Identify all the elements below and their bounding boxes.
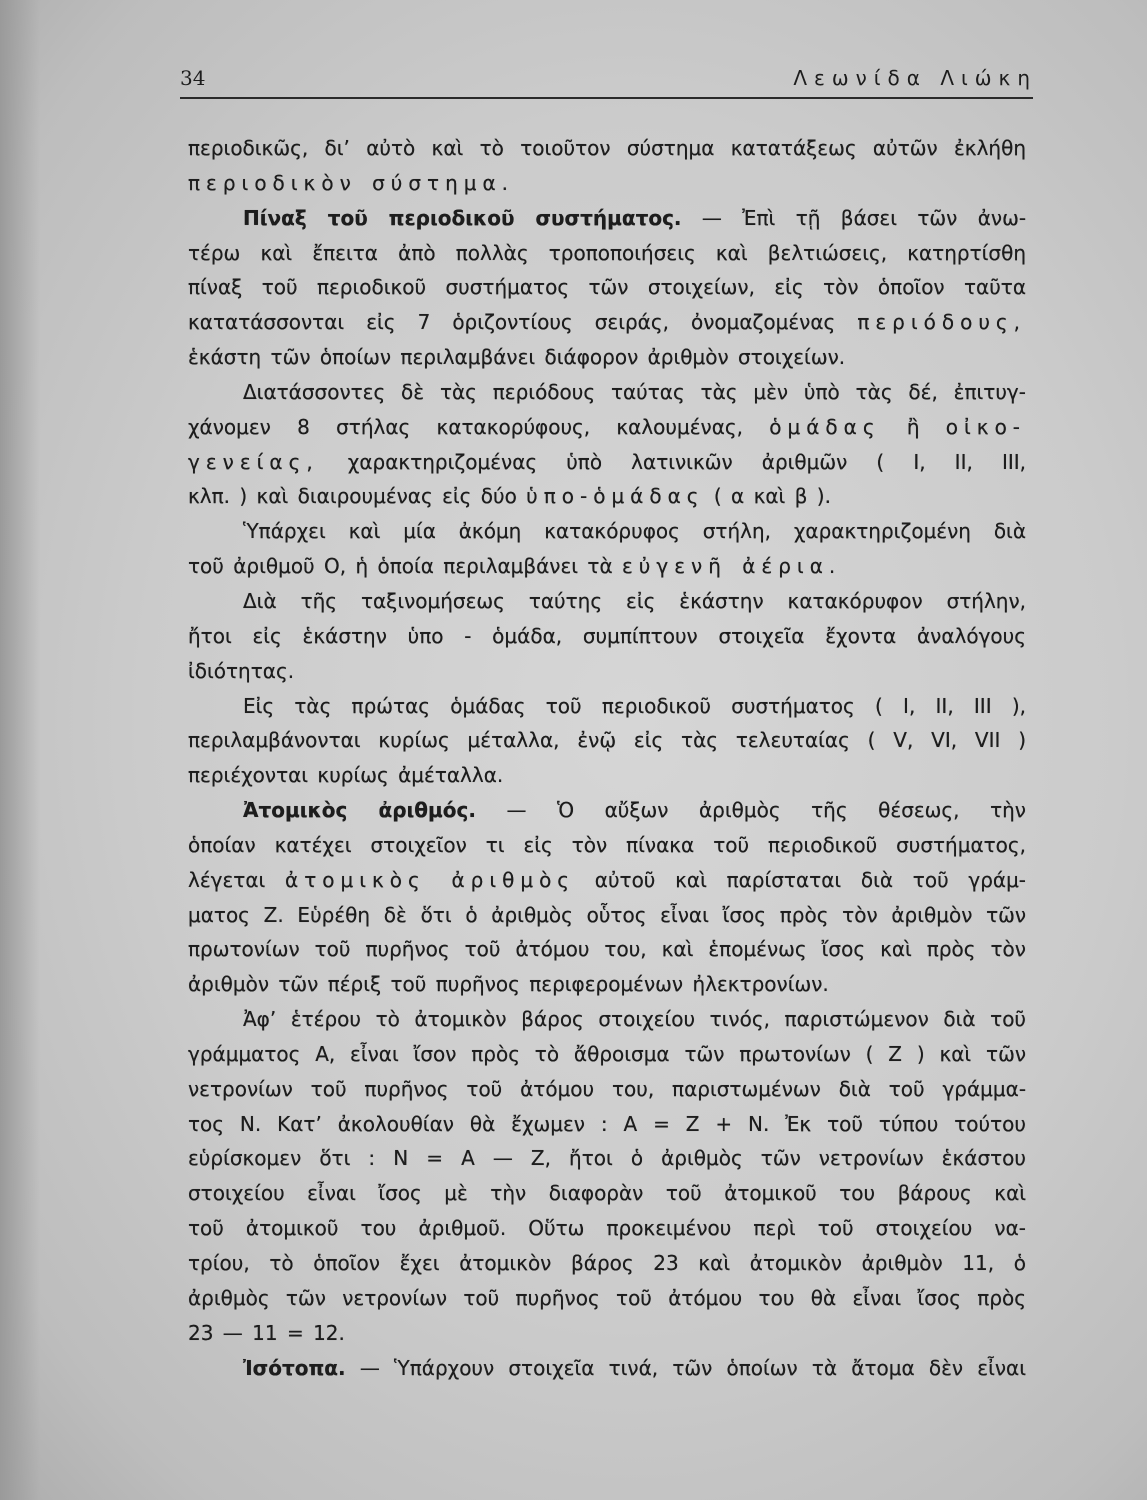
spaced-term: περιοδικὸν σύστημα. (188, 170, 515, 195)
text-line: τρίου, τὸ ὁποῖον ἔχει ἀτομικὸν βάρος 23 καὶ ἀτομικὸν ἀριθμὸν 11, ὁ (188, 1251, 1026, 1275)
section-heading: Ἰσότοπα. (243, 1355, 346, 1380)
text-line: ὁποίαν κατέχει στοιχεῖον τι εἰς τὸν πίνακα τοῦ περιοδικοῦ συστήματος, (188, 832, 1027, 857)
spaced-term: περιόδους, (857, 310, 1027, 335)
text-line: περιοδικῶς, δι’ αὐτὸ καὶ τὸ τοιοῦτον σύστημα κατατάξεως αὐτῶν ἐκλήθη (188, 136, 1027, 160)
text-line: Εἰς τὰς πρώτας ὁμάδας τοῦ περιοδικοῦ συστήματος ( I, II, III ), (243, 693, 1026, 718)
text-line (188, 863, 1026, 898)
text-run: — Ὁ αὔξων ἀριθμὸς τῆς θέσεως, τὴν (475, 798, 1026, 823)
text-run: χαρακτηριζομένας ὑπὸ λατινικῶν ἀριθμῶν ( I, II, III, (318, 449, 1026, 474)
text-line: ματος Z. Εὑρέθη δὲ ὅτι ὁ ἀριθμὸς οὗτος εἶναι ἴσος πρὸς τὸν ἀριθμὸν τῶν (188, 902, 1027, 927)
text-line (243, 1351, 1026, 1386)
text-run: κατατάσσονται εἰς 7 ὁριζοντίους σειράς, ὀνομαζομένας (188, 310, 858, 335)
text-run: λέγεται (188, 867, 286, 892)
text-line: ἤτοι εἰς ἑκάστην ὑπο - ὁμάδα, συμπίπτουν στοιχεῖα ἔχοντα ἀναλόγους (188, 623, 1026, 648)
text-line: ἀριθμὸς τῶν νετρονίων τοῦ πυρῆνος τοῦ ἀτόμου του θὰ εἶναι ἴσος πρὸς (188, 1285, 1026, 1310)
text-line (188, 305, 1026, 340)
text-line: Διὰ τῆς ταξινομήσεως ταύτης εἰς ἑκάστην κατακόρυφον στήλην, (243, 588, 1027, 613)
spaced-term: ἀτομικὸς ἀριθμὸς (285, 867, 576, 892)
spaced-term: εὐγενῆ ἀέρια. (622, 554, 842, 579)
text-line: τέρω καὶ ἔπειτα ἀπὸ πολλὰς τροποποιήσεις καὶ βελτιώσεις, κατηρτίσθη (188, 240, 1026, 265)
text-line: στοιχείου εἶναι ἴσος μὲ τὴν διαφορὰν τοῦ ἀτομικοῦ του βάρους καὶ (188, 1181, 1027, 1206)
text-run: αὐτοῦ καὶ παρίσταται διὰ τοῦ γράμ- (575, 867, 1027, 892)
header-rule (180, 97, 1033, 99)
text-line: εὑρίσκομεν ὅτι : N = A — Z, ἤτοι ὁ ἀριθμὸς τῶν νετρονίων ἑκάστου (188, 1146, 1026, 1171)
text-line (188, 479, 1026, 514)
running-title: Λεωνίδα Λιώκη (793, 66, 1037, 90)
text-line: 23 — 11 = 12. (188, 1320, 345, 1345)
text-run: — Ὑπάρχουν στοιχεῖα τινά, τῶν ὁποίων τὰ ἄτομα δὲν εἶναι (345, 1355, 1026, 1380)
text-line: πίναξ τοῦ περιοδικοῦ συστήματος τῶν στοιχείων, εἰς τὸν ὁποῖον ταῦτα (188, 275, 1027, 300)
text-line: τοῦ ἀτομικοῦ του ἀριθμοῦ. Οὕτω προκειμένου περὶ τοῦ στοιχείου να- (188, 1216, 1026, 1241)
text-line: ἀριθμὸν τῶν πέριξ τοῦ πυρῆνος περιφερομένων ἠλεκτρονίων. (188, 972, 829, 997)
text-line (243, 201, 1026, 236)
text-line: πρωτονίων τοῦ πυρῆνος τοῦ ἀτόμου του, καὶ ἑπομένως ἴσος καὶ πρὸς τὸν (188, 937, 1026, 962)
spaced-term: γενείας, (188, 449, 319, 474)
section-heading: Ἀτομικὸς ἀριθμός. (243, 798, 476, 823)
text-run: κλπ. ) καὶ διαιρουμένας εἰς δύο (188, 484, 527, 509)
section-heading: Πίναξ τοῦ περιοδικοῦ συστήματος. (243, 205, 682, 230)
text-run: ἢ (880, 414, 946, 439)
body-text (188, 131, 1026, 1385)
text-line (188, 410, 1026, 445)
text-line (243, 793, 1026, 828)
text-line: ἑκάστη τῶν ὁποίων περιλαμβάνει διάφορον ἀριθμὸν στοιχείων. (188, 345, 846, 370)
page-edge-shadow (0, 0, 40, 1500)
text-run: χάνομεν 8 στήλας κατακορύφους, καλουμένας, (188, 414, 770, 439)
text-line: περιέχονται κυρίως ἀμέταλλα. (188, 763, 504, 788)
spaced-term: ὑπο-ὁμάδας (526, 484, 705, 509)
page-number: 34 (180, 66, 206, 90)
text-run: ( α καὶ β ). (704, 484, 831, 509)
text-line (188, 445, 1026, 480)
text-line: Ὑπάρχει καὶ μία ἀκόμη κατακόρυφος στήλη, χαρακτηριζομένη διὰ (243, 519, 1027, 544)
spaced-term: ὁμάδας (769, 414, 881, 439)
text-line: γράμματος A, εἶναι ἴσον πρὸς τὸ ἄθροισμα τῶν πρωτονίων ( Z ) καὶ τῶν (188, 1041, 1026, 1066)
text-line (188, 549, 1026, 584)
text-line: περιλαμβάνονται κυρίως μέταλλα, ἐνῷ εἰς τὰς τελευταίας ( V, VI, VII ) (188, 728, 1027, 753)
text-line: ἰδιότητας. (188, 658, 295, 683)
text-line: Διατάσσοντες δὲ τὰς περιόδους ταύτας τὰς μὲν ὑπὸ τὰς δέ, ἐπιτυγ- (243, 379, 1026, 404)
text-line: νετρονίων τοῦ πυρῆνος τοῦ ἀτόμου του, παριστωμένων διὰ τοῦ γράμμα- (188, 1076, 1027, 1101)
text-line: τος N. Κατ’ ἀκολουθίαν θὰ ἔχωμεν : A = Z + N. Ἐκ τοῦ τύπου τούτου (188, 1111, 1026, 1136)
spaced-term: οἰκο- (945, 414, 1027, 439)
text-line: Ἀφ’ ἑτέρου τὸ ἀτομικὸν βάρος στοιχείου τινός, παριστώμενον διὰ τοῦ (243, 1007, 1027, 1032)
text-run: τοῦ ἀριθμοῦ O, ἡ ὁποία περιλαμβάνει τὰ (188, 554, 622, 579)
text-run: — Ἐπὶ τῇ βάσει τῶν ἀνω- (681, 205, 1027, 230)
